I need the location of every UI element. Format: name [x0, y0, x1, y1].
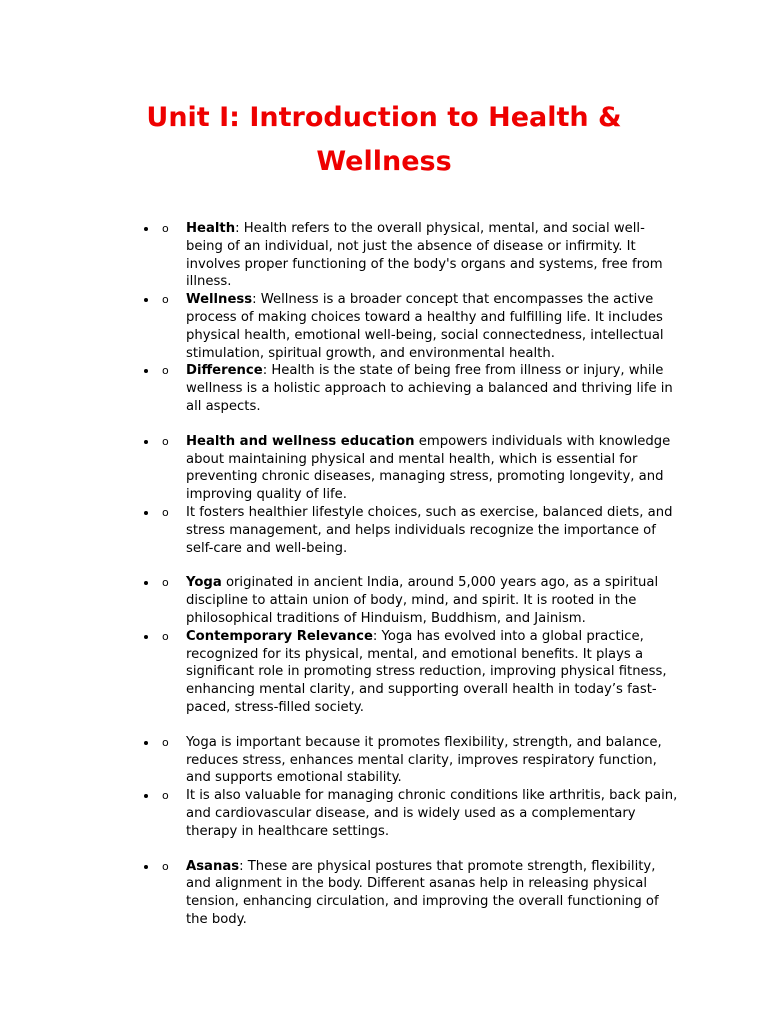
- hollow-bullet-icon: • o: [162, 293, 169, 307]
- hollow-bullet-icon: • o: [162, 735, 169, 749]
- list-item: [158, 362, 678, 415]
- item-text: It fosters healthier lifestyle choices, such as exercise, balanced diets, and stress management, and helps individuals recognize the importance of self-care and well-being.: [186, 504, 673, 556]
- item-text: : These are physical postures that promote strength, flexibility, and alignment in the body. Different asanas help in releasing physical tension, enhancing circulation, and improving the overall functioning of the body.: [186, 858, 659, 927]
- item-text: It is also valuable for managing chronic conditions like arthritis, back pain, and cardiovascular disease, and is widely used as a complementary therapy in healthcare settings.: [186, 788, 678, 839]
- hollow-bullet-icon: • o: [162, 434, 169, 448]
- item-text: : Health is the state of being free from illness or injury, while wellness is a holistic approach to achieving a balanced and thriving life in all aspects.: [186, 363, 673, 414]
- list-item: [158, 734, 678, 787]
- item-text: empowers individuals with knowledge about maintaining physical and mental health, which is essential for preventing chronic diseases, managing stress, promoting longevity, and improving quality of life.: [186, 433, 671, 503]
- item-term: Difference: [186, 363, 263, 379]
- list-item: [158, 574, 678, 627]
- list-group-health-wellness: [158, 220, 678, 416]
- item-text: Yoga is important because it promotes flexibility, strength, and balance, reduces stress, enhances mental clarity, improves respiratory function, and supports emotional stability.: [186, 734, 662, 786]
- hollow-bullet-icon: • o: [162, 859, 169, 873]
- list-group-asanas: [158, 858, 678, 929]
- list-group-yoga-origin: [158, 574, 678, 716]
- item-text: : Wellness is a broader concept that encompasses the active process of making choices toward a healthy and fulfilling life. It includes physical health, emotional well-being, social connectedness, intellectual stimulation, spiritual growth, and environmental health.: [186, 292, 664, 361]
- item-text: : Yoga has evolved into a global practice, recognized for its physical, mental, and emotional benefits. It plays a significant role in promoting stress reduction, improving physical fitness, enhancing mental clarity, and supporting overall health in today’s fast-paced, stress-filled society.: [186, 628, 667, 715]
- item-term: Yoga: [186, 575, 222, 591]
- item-term: Wellness: [186, 292, 253, 308]
- list-group-yoga-importance: [158, 734, 678, 841]
- hollow-bullet-icon: • o: [162, 576, 169, 590]
- list-item: [158, 291, 678, 362]
- list-item: [158, 858, 678, 929]
- item-term: Health: [186, 221, 236, 236]
- hollow-bullet-icon: • o: [162, 222, 169, 235]
- list-item: [158, 433, 678, 504]
- list-item: [158, 628, 678, 717]
- item-term: Health and wellness education: [186, 433, 415, 449]
- list-group-education: [158, 433, 678, 558]
- list-item: [158, 787, 678, 840]
- item-term: Asanas: [186, 858, 240, 874]
- page-title: Unit I: Introduction to Health & Wellness: [146, 102, 622, 177]
- hollow-bullet-icon: • o: [162, 789, 169, 803]
- hollow-bullet-icon: • o: [162, 505, 169, 519]
- item-text: : Health refers to the overall physical, mental, and social well-being of an individual, not just the absence of disease or infirmity. It involves proper functioning of the body's organs and systems, free from illness.: [186, 221, 663, 290]
- list-item: [158, 504, 678, 557]
- hollow-bullet-icon: • o: [162, 629, 169, 643]
- hollow-bullet-icon: • o: [162, 364, 169, 378]
- item-term: Contemporary Relevance: [186, 628, 373, 644]
- item-text: originated in ancient India, around 5,000 years ago, as a spiritual discipline to attain union of body, mind, and spirit. It is rooted in the philosophical traditions of Hinduism, Buddhism, and Jainism.: [186, 575, 659, 626]
- bullet-list: [158, 220, 678, 946]
- list-item: [158, 220, 678, 291]
